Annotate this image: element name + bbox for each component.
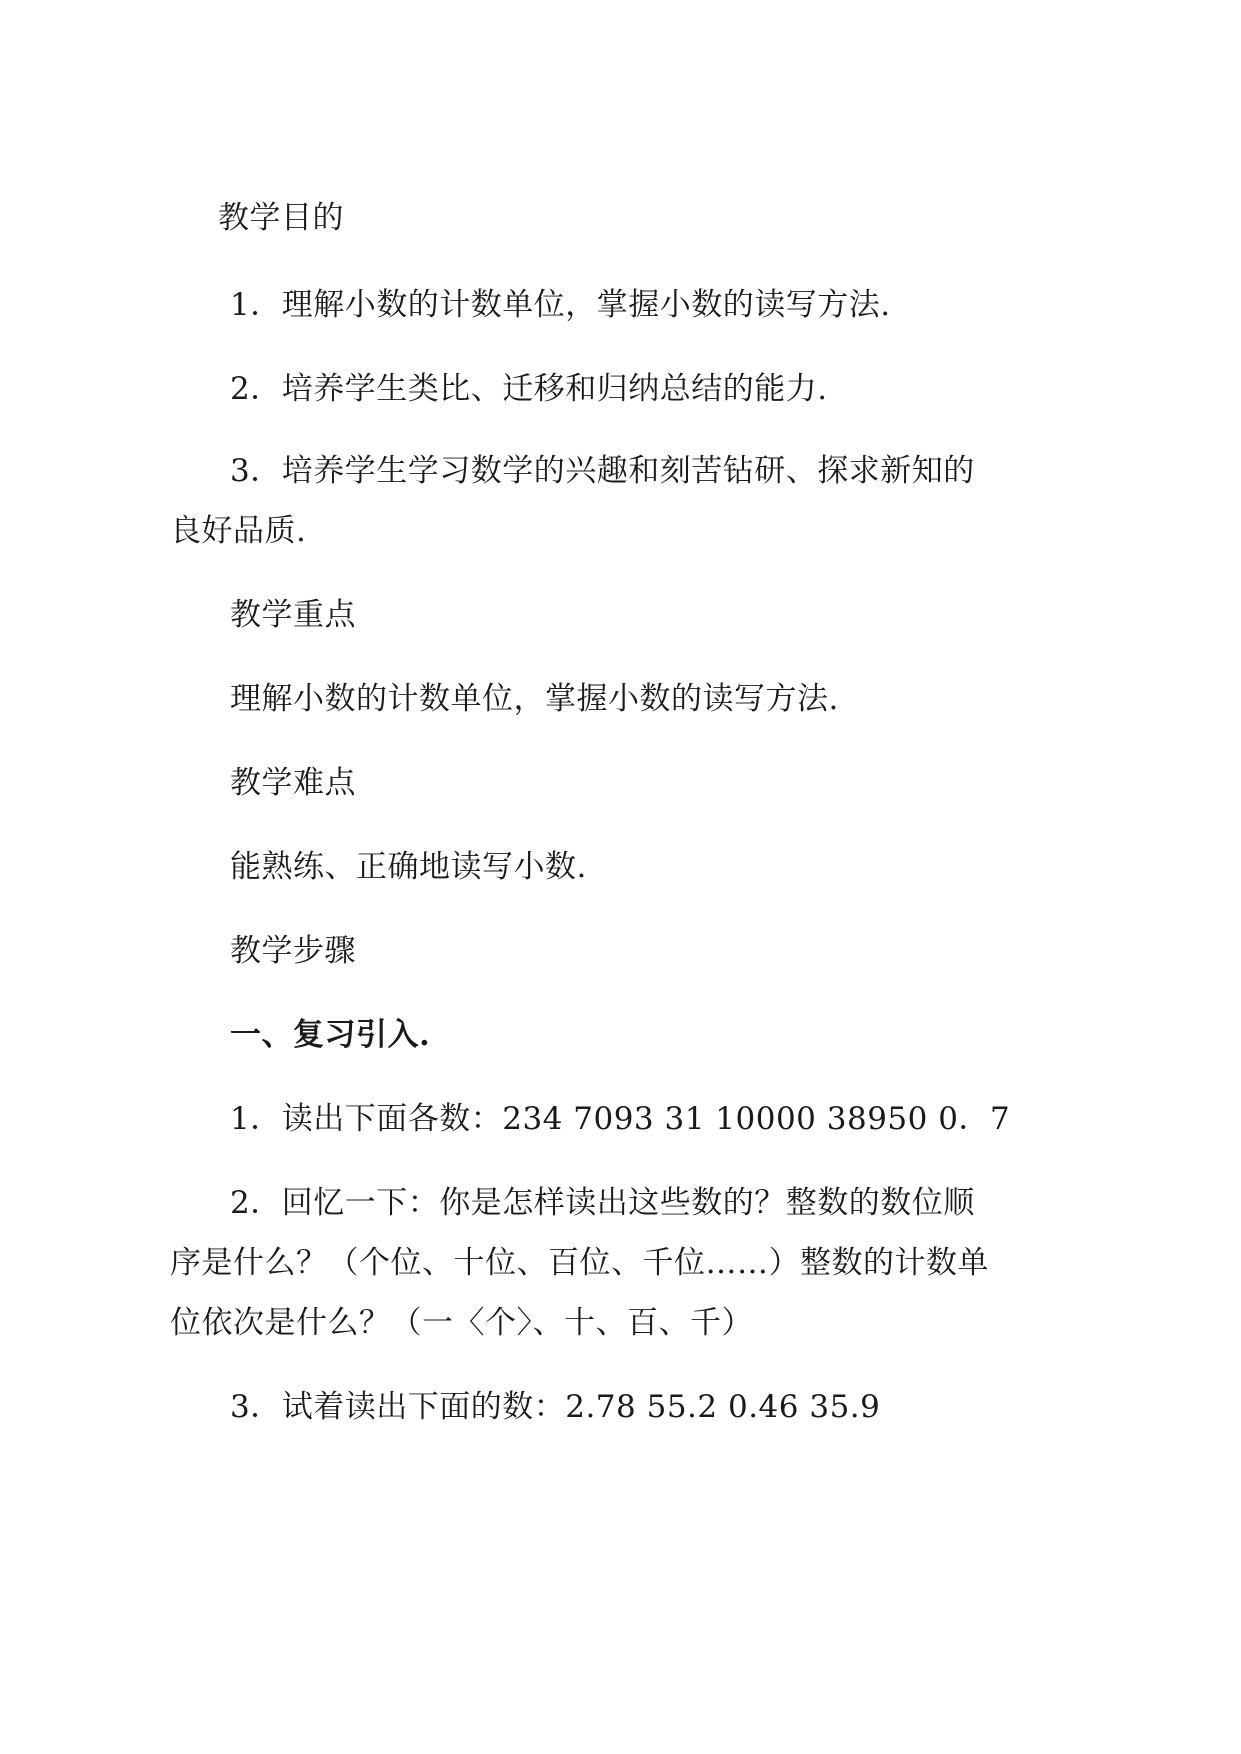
heading-difficulties: 教学难点: [230, 765, 356, 801]
key-points-text: 理解小数的计数单位，掌握小数的读写方法.: [230, 681, 839, 717]
review-item-2: 2．回忆一下：你是怎样读出这些数的？整数的数位顺: [230, 1185, 975, 1221]
review-item-2-continuation-1: 序是什么？（个位、十位、百位、千位……）整数的计数单: [170, 1245, 989, 1281]
review-item-2-continuation-2: 位依次是什么？（一〈个〉、十、百、千）: [170, 1305, 753, 1341]
objective-item-1: 1．理解小数的计数单位，掌握小数的读写方法.: [230, 287, 891, 323]
heading-key-points: 教学重点: [230, 597, 356, 633]
heading-steps: 教学步骤: [230, 933, 356, 969]
objective-item-3: 3．培养学生学习数学的兴趣和刻苦钻研、探求新知的: [230, 453, 975, 489]
difficulties-text: 能熟练、正确地读写小数.: [230, 849, 587, 885]
review-item-3: 3．试着读出下面的数：2.78 55.2 0.46 35.9: [230, 1389, 881, 1425]
heading-objectives: 教学目的: [218, 200, 344, 236]
review-item-1: 1．读出下面各数：234 7093 31 10000 38950 0．7: [230, 1101, 1011, 1137]
objective-item-3-continuation: 良好品质.: [170, 513, 307, 549]
objective-item-2: 2．培养学生类比、迁移和归纳总结的能力.: [230, 371, 828, 407]
section-one-title: 一、复习引入.: [230, 1017, 431, 1053]
